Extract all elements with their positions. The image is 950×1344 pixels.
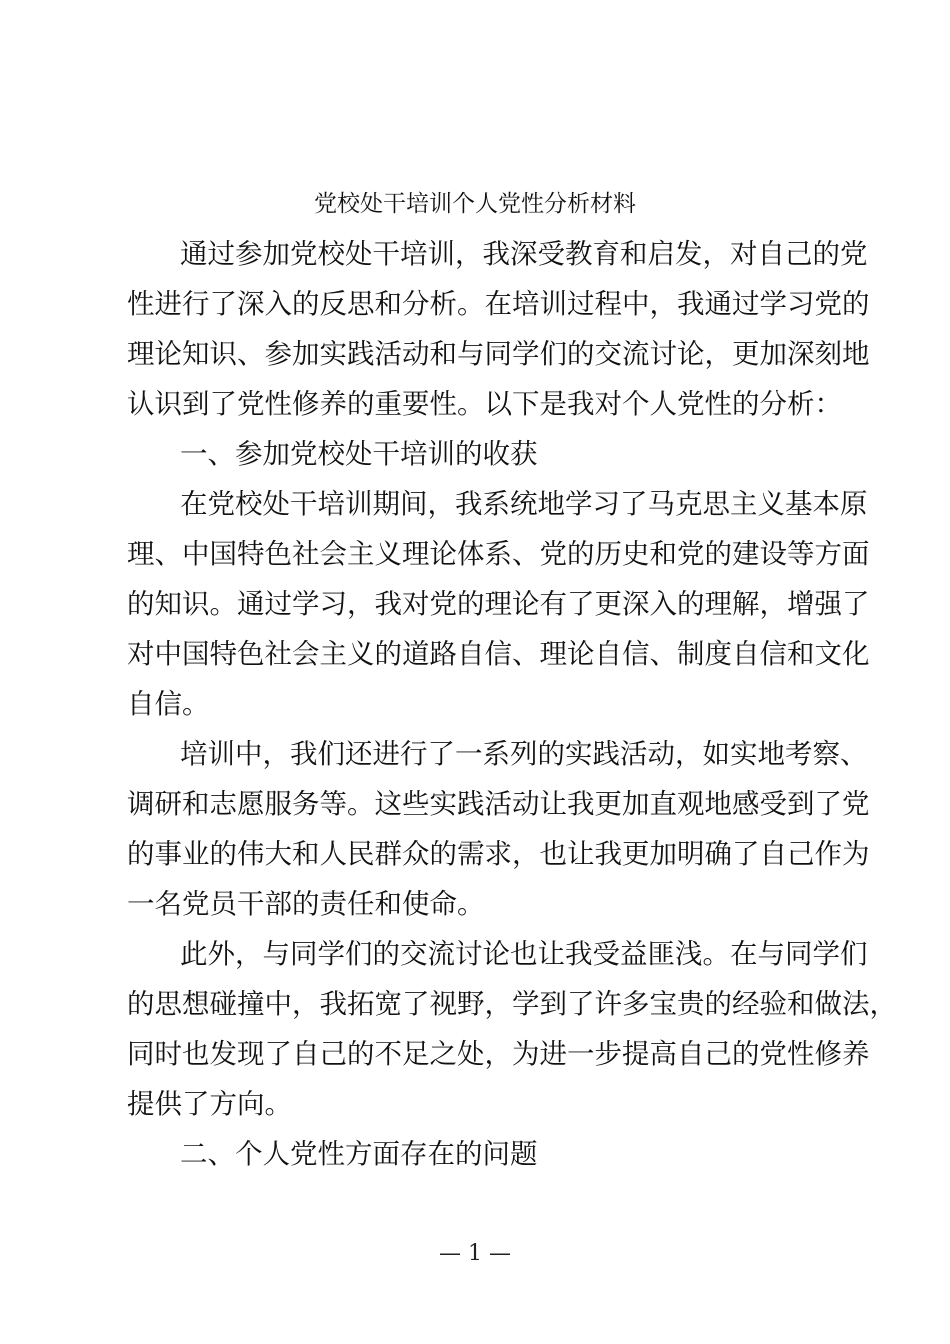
- paragraph-line: 自信。: [127, 688, 210, 720]
- section-heading: 二、个人党性方面存在的问题: [180, 1138, 538, 1170]
- paragraph-line: 性进行了深入的反思和分析。在培训过程中，我通过学习党的: [127, 288, 870, 320]
- section-heading: 一、参加党校处干培训的收获: [180, 438, 538, 470]
- paragraph-line: 调研和志愿服务等。这些实践活动让我更加直观地感受到了党: [127, 788, 870, 820]
- paragraph-line: 一名党员干部的责任和使命。: [127, 888, 485, 920]
- paragraph-line: 的思想碰撞中，我拓宽了视野，学到了许多宝贵的经验和做法，: [127, 988, 897, 1020]
- paragraph-line: 的知识。通过学习，我对党的理论有了更深入的理解，增强了: [127, 588, 870, 620]
- paragraph-line: 理、中国特色社会主义理论体系、党的历史和党的建设等方面: [127, 538, 870, 570]
- page-number: — 1 —: [439, 1241, 511, 1266]
- document-title: 党校处干培训个人党性分析材料: [314, 191, 636, 217]
- paragraph-line: 在党校处干培训期间，我系统地学习了马克思主义基本原: [180, 488, 868, 520]
- paragraph-line: 理论知识、参加实践活动和与同学们的交流讨论，更加深刻地: [127, 338, 870, 370]
- paragraph-line: 提供了方向。: [127, 1088, 292, 1120]
- paragraph-line: 同时也发现了自己的不足之处，为进一步提高自己的党性修养: [127, 1038, 870, 1070]
- paragraph-line: 此外，与同学们的交流讨论也让我受益匪浅。在与同学们: [180, 938, 868, 970]
- paragraph-line: 的事业的伟大和人民群众的需求，也让我更加明确了自己作为: [127, 838, 870, 870]
- paragraph-line: 培训中，我们还进行了一系列的实践活动，如实地考察、: [180, 738, 868, 770]
- paragraph-line: 通过参加党校处干培训，我深受教育和启发，对自己的党: [180, 238, 868, 270]
- paragraph-line: 认识到了党性修养的重要性。以下是我对个人党性的分析：: [127, 388, 842, 420]
- paragraph-line: 对中国特色社会主义的道路自信、理论自信、制度自信和文化: [127, 638, 870, 670]
